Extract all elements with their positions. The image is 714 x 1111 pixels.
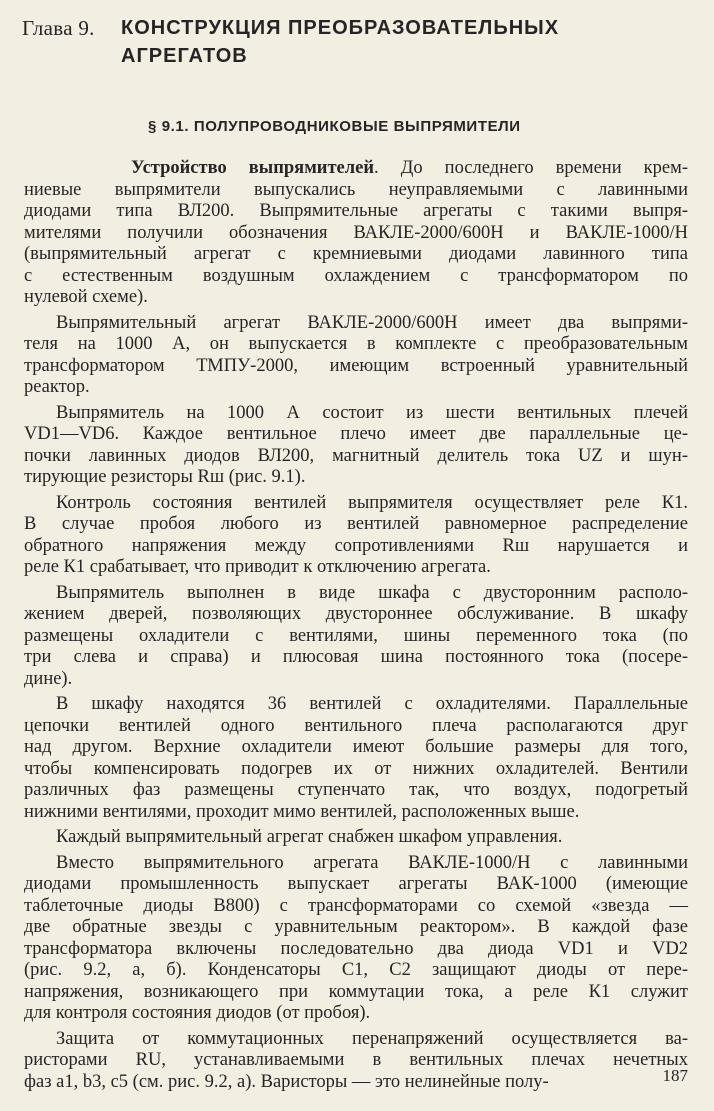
text-line [24, 917, 688, 939]
body-text [24, 158, 688, 1093]
text-line [24, 827, 688, 849]
paragraph [24, 827, 688, 849]
chapter-title-line: АГРЕГАТОВ [121, 45, 248, 67]
text-line-content: ристорами RU, устанавливаемыми в вентильных плечах нечетных [24, 1050, 688, 1070]
text-line [24, 802, 688, 824]
text-line [24, 446, 688, 468]
text-line-content: над другом. Верхние охладители имеют большие размеры для того, [24, 737, 688, 757]
text-line [24, 604, 688, 626]
text-line-content: нижними вентилями, проходит мимо вентилей, расположенных выше. [24, 801, 580, 822]
paragraph-lead: Устройство выпрямителей [131, 158, 375, 178]
text-line [24, 780, 688, 802]
text-line [24, 669, 688, 691]
text-line [24, 626, 688, 648]
text-line [24, 557, 688, 579]
text-line-content: фаз а1, b3, с5 (см. рис. 9.2, а). Варисторы — это нелинейные полу- [24, 1071, 549, 1092]
text-line-content: для контроля состояния диодов (от пробоя). [24, 1003, 371, 1023]
text-line-content: дине). [24, 668, 73, 689]
text-line [24, 377, 688, 399]
text-line-content: . До последнего времени крем- [374, 158, 689, 178]
text-line-content: две обратные звезды с уравнительным реактором». В каждой фазе [24, 917, 688, 937]
text-line [24, 694, 688, 716]
chapter-title [121, 14, 681, 70]
text-line [24, 244, 688, 266]
text-line [24, 313, 688, 335]
text-line-content: реле К1 срабатывает, что приводит к отключению агрегата. [24, 557, 491, 577]
chapter-label: Глава 9. [22, 16, 95, 40]
text-line [24, 424, 688, 446]
text-line-content: ниевые выпрямители выпускались неуправляемыми с лавинными [24, 179, 688, 200]
text-line-content: В шкафу находятся 36 вентилей с охладителями. Параллельные [56, 694, 688, 714]
paragraph [24, 158, 688, 309]
text-line [24, 896, 688, 918]
text-line [24, 223, 688, 245]
text-line [24, 853, 688, 875]
section-heading: § 9.1. ПОЛУПРОВОДНИКОВЫЕ ВЫПРЯМИТЕЛИ [148, 118, 521, 135]
text-line [24, 583, 688, 605]
text-line [24, 1003, 688, 1025]
text-line [24, 356, 688, 378]
text-line-content: чтобы компенсировать подогрев их от нижних охладителей. Вентили [24, 758, 688, 779]
text-line-content: Выпрямитель выполнен в виде шкафа с двусторонним располо- [56, 582, 688, 603]
text-line-content: Контроль состояния вентилей выпрямителя осуществляет реле К1. [56, 492, 688, 513]
text-line-content: (выпрямительный агрегат с кремниевыми диодами лавинного типа [24, 244, 688, 264]
text-line-content: с естественным воздушным охлаждением с трансформатором по [24, 265, 688, 286]
text-line-content: различных фаз размещены ступенчато так, что воздух, подогретый [24, 780, 688, 800]
page-number: 187 [662, 1066, 688, 1085]
paragraph [24, 313, 688, 399]
text-line-content: тирующие резисторы Rш (рис. 9.1). [24, 467, 306, 487]
paragraph [24, 694, 688, 823]
text-line [24, 737, 688, 759]
text-line [24, 874, 688, 896]
text-line-content: цепочки вентилей одного вентильного плеча располагаются друг [24, 715, 688, 736]
text-line [24, 403, 688, 425]
paragraph [24, 493, 688, 579]
text-line [24, 536, 688, 558]
text-line [24, 1050, 688, 1072]
text-line [24, 287, 688, 309]
text-line [24, 982, 688, 1004]
text-line-content: таблеточные диоды В800) с трансформаторами со схемой «звезда — [24, 895, 688, 916]
text-line [24, 493, 688, 515]
text-line [24, 647, 688, 669]
paragraph [24, 1029, 688, 1094]
text-line [24, 514, 688, 536]
text-line [24, 939, 688, 961]
chapter-title-line: КОНСТРУКЦИЯ ПРЕОБРАЗОВАТЕЛЬНЫХ [121, 17, 560, 39]
text-line-content: трансформатора включены последовательно два диода VD1 и VD2 [24, 938, 688, 959]
text-line [24, 334, 688, 356]
text-line-content: мителями получили обозначения ВАКЛЕ-2000/600Н и ВАКЛЕ-1000/Н [24, 222, 688, 243]
paragraph [24, 583, 688, 691]
text-line-content: В случае пробоя любого из вентилей равномерное распределение [24, 514, 688, 534]
text-line-content: реактор. [24, 377, 90, 397]
text-line-content: Выпрямитель на 1000 А состоит из шести вентильных плечей [56, 402, 688, 423]
text-line-content: размещены охладители с вентилями, шины переменного тока (по [24, 625, 688, 646]
text-line-content: три слева и справа) и плюсовая шина постоянного тока (посере- [24, 647, 688, 667]
text-line-content: Выпрямительный агрегат ВАКЛЕ-2000/600Н имеет два выпрями- [56, 312, 688, 333]
text-line-content: VD1—VD6. Каждое вентильное плечо имеет две параллельные це- [24, 424, 688, 444]
text-line [24, 467, 688, 489]
text-line-content: жением дверей, позволяющих двустороннее обслуживание. В шкафу [24, 604, 688, 624]
text-line [24, 1072, 688, 1094]
text-line-content: Защита от коммутационных перенапряжений осуществляется ва- [56, 1028, 688, 1049]
text-line-content: почки лавинных диодов ВЛ200, магнитный делитель тока UZ и шун- [24, 445, 688, 466]
paragraph [24, 403, 688, 489]
text-line [24, 266, 688, 288]
text-line-content: напряжения, возникающего при коммутации тока, а реле К1 служит [24, 981, 688, 1002]
text-line-content: нулевой схеме). [24, 287, 148, 307]
text-line [24, 759, 688, 781]
text-line-content: Каждый выпрямительный агрегат снабжен шкафом управления. [56, 827, 563, 847]
text-line-content: диодами промышленность выпускает агрегаты ВАК-1000 (имеющие [24, 874, 688, 894]
paragraph [24, 853, 688, 1025]
text-line-content: диодами типа ВЛ200. Выпрямительные агрегаты с такими выпря- [24, 201, 688, 221]
text-line [24, 960, 688, 982]
text-line-content: Вместо выпрямительного агрегата ВАКЛЕ-1000/Н с лавинными [56, 852, 688, 873]
text-line [24, 180, 688, 202]
text-line [24, 201, 688, 223]
text-line-content: обратного напряжения между сопротивлениями Rш нарушается и [24, 535, 688, 556]
text-line-content: (рис. 9.2, а, б). Конденсаторы С1, С2 защищают диоды от пере- [24, 960, 688, 980]
text-line-content: трансформатором ТМПУ-2000, имеющим встроенный уравнительный [24, 355, 688, 376]
text-line-content: теля на 1000 А, он выпускается в комплекте с преобразовательным [24, 334, 688, 354]
text-line [24, 158, 688, 180]
text-line [24, 1029, 688, 1051]
text-line [24, 716, 688, 738]
